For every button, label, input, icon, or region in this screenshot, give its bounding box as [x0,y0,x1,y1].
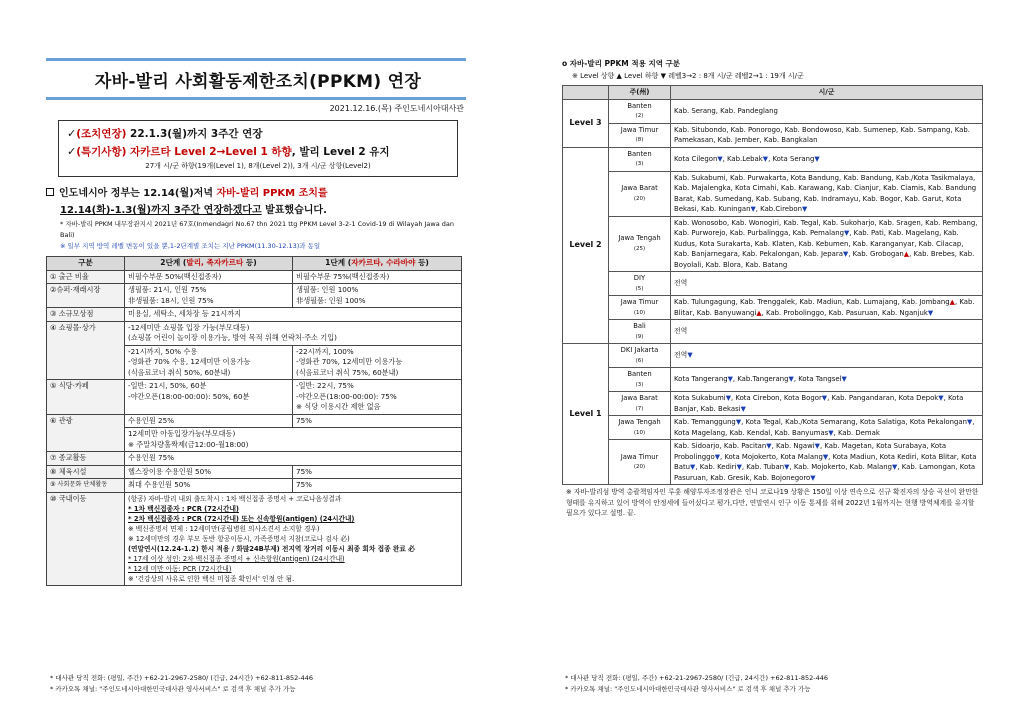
header-city: 시/군 [671,86,983,100]
province-cell: Jawa Timur (8) [609,123,671,147]
level-down-icon: ▼ [735,418,742,426]
province-cell: Jawa Timur (10) [609,296,671,320]
province-cell: Jawa Tengah (10) [609,416,671,440]
checkmark-icon: ✓ [67,127,77,140]
region-row [563,344,983,368]
table-row [47,270,462,284]
header-level2: 2단계 (발리, 족자카르타 등) [125,257,293,271]
title-rule-top [46,58,466,61]
row-category: ⑨ 사회문화 단체활동 [47,479,125,493]
level-down-icon: ▼ [762,154,769,163]
level-up-icon: ▲ [949,298,955,306]
level-down-icon: ▼ [801,205,808,213]
intro-paragraph [46,185,470,219]
row-category: ⑤ 식당·카페 [47,380,125,415]
city-list-cell: Kota Sukabumi▼, Kota Cirebon, Kota Bogor▼, Kab. Pangandaran, Kota Depok▼, Kota Banjar, Kab. Bekasi▼ [671,392,983,416]
table-row [47,414,462,428]
province-cell: Jawa Barat (20) [609,171,671,216]
row-category: ④ 쇼핑몰·상가 [47,321,125,380]
level1-cell: 생필품: 인원 100% 非생필품: 인원 100% [293,284,462,308]
both-levels-cell: -12세미만 쇼핑몰 입장 가능(부모대동) (쇼핑몰 어린이 놀이장 이용가능, 방역 목적 위해 연락처·주소 기입) [125,321,462,345]
province-cell: Jawa Tengah (25) [609,216,671,272]
footer-right: * 대사관 당직 전화: (평일, 주간) +62-21-2967-2580/ (긴급, 24시간) +62-811-852-446 * 카카오톡 채널: "주인도네시아대한민국대사관 영사서비스" 로 검색 후 채널 추가 가능 [565,674,829,693]
region-note: ※ 자바-발리섬 방역 총괄책임자인 루훗 해양투자조정장관은 인니 코로나19 상황은 150일 이상 연속으로 신규 확진자의 상승 곡선이 완만한 형태를 유지하고 있어 방역이 안정세에 들어섰다고 평가,다만, 연말연시 인구 이동 통제를 위해 2022년 1월까지는 현행 방역체계를 유지할 필요가 있다고 설명. 끝. [566,488,979,517]
row-category: ① 출근 비율 [47,270,125,284]
level2-cell: -일반: 21시, 50%, 60분 -야간오픈(18:00-00:00): 50%, 60분 [125,380,293,415]
city-list-cell: 전역 [671,272,983,296]
summary-box [58,120,458,177]
level1-cell: 75% [293,414,462,428]
level-down-icon: ▼ [927,308,934,317]
checkmark-icon: ✓ [67,145,77,158]
region-row [563,296,983,320]
region-row [563,99,983,123]
province-cell: DKI Jakarta (6) [609,344,671,368]
city-list-cell: Kota Cilegon▼, Kab.Lebak▼, Kota Serang▼ [671,147,983,171]
region-legend: ※ Level 상향 ▲ Level 하향 ▼ 레벨3→2 : 8개 시/군 레벨2→1 : 19개 시/군 [572,72,804,80]
region-row [563,392,983,416]
domestic-travel-cell: (항공) 자바-발리 내외 출도착시 : 1차 백신접종 증명서 + 코로나음성결과 * 1차 백신접종자 : PCR (72시간내) * 2차 백신접종자 : PCR (72시간내) 또는 신속항원(antigen) (24시간내) ※ 백신증명서 면제 : 12세미만(공립병원 의사소견서 소지할 경우) ※ 12세미만의 경우 부모 동반 항공이동시, 가족증명서 지참(코로나 검사 必) (연말연시(12.24-1.2) 한시 적용 / 화많24B부제) 전지역 장거리 이동시 최종 회차 접종 완료 必 * 17세 이상 성인: 2차 백신접종 증명서 + 신속항원(antigen) (24시간내) * 12세 미만 아동: PCR (72시간내) ※ '건강상의 사유로 인한 백신 미접종 확인서' 인정 안 됨. [125,492,462,585]
header-level1: 1단계 (자카르타, 수라바야 등) [293,257,462,271]
city-list-cell: Kab. Sidoarjo, Kab. Pacitan▼, Kab. Ngawi▼, Kab. Magetan, Kota Surabaya, Kota Probolinggo▼, Kota Mojokerto, Kota Malang▼, Kota Madiun, Kota Kediri, Kota Blitar, Kota Batu▼, Kab. Kediri▼, Kab. Tuban▼, Kab. Mojokerto, Kab. Malang▼, Kab. Lamongan, Kota Pasuruan, Kab. Gresik, Kab. Bojonegoro▼ [671,440,983,485]
level-up-icon: ▲ [756,308,762,317]
region-table [562,85,983,485]
row-category: ⑥ 관광 [47,414,125,452]
level-up-icon: ▲ [903,250,910,258]
table-row [47,465,462,479]
level-down-icon: ▼ [814,154,820,163]
table-row [47,284,462,308]
level2-cell: 생필품: 21시, 인원 75% 非생필품: 18시, 인원 75% [125,284,293,308]
province-cell: Bali (9) [609,320,671,344]
level2-cell: 헬스장이용 수용인원 50% [125,465,293,479]
region-row [563,440,983,485]
city-list-cell: Kab. Situbondo, Kab. Ponorogo, Kab. Bondowoso, Kab. Sumenep, Kab. Sampang, Kab. Pamekasan, Kab. Jember, Kab. Bangkalan [671,123,983,147]
level-down-icon: ▼ [842,250,849,258]
checkbox-bullet-icon [46,188,54,196]
issue-date: 2021.12.16.(목) 주인도네시아대사관 [329,104,464,113]
level-down-icon: ▼ [784,463,790,471]
header-category: 구분 [47,257,125,271]
province-cell: Jawa Barat (7) [609,392,671,416]
level-down-icon: ▼ [822,452,829,461]
table-row [47,321,462,345]
city-list-cell: Kab. Serang, Kab. Pandeglang [671,99,983,123]
region-row [563,216,983,272]
level2-cell: -21시까지, 50% 수용 -영화관 70% 수용, 12세미만 이용가능 (식음료코너 취식 50%, 60분내) [125,345,293,380]
city-list-cell: 전역▼ [671,344,983,368]
level-down-icon: ▼ [690,463,696,471]
level-label: Level 1 [563,344,609,485]
level-down-icon: ▼ [788,375,794,384]
level1-cell: 75% [293,465,462,479]
region-table-body [563,99,983,485]
level-down-icon: ▼ [810,473,816,482]
region-table-header [563,86,983,100]
intro-line-1: 인도네시아 정부는 12.14(월)저녁 자바-발리 PPKM 조치를 [46,185,470,202]
region-section-title: o 자바-발리 PPKM 적용 지역 구분 [562,59,681,68]
level-down-icon: ▼ [727,375,733,384]
city-list-cell: Kab. Wonosobo, Kab. Wonogiri, Kab. Tegal, Kab. Sukoharjo, Kab. Sragen, Kab. Rembang, Kab. Purworejo, Kab. Purbalingga, Kab. Pemalang▼, Kab. Pati, Kab. Magelang, Kab. Kudus, Kota Surakarta, Kab. Klaten, Kab. Kebumen, Kab. Karanganyar, Kab. Cilacap, Kab. Banjarnegara, Kab. Pekalongan, Kab. Jepara▼, Kab. Grobogan▲, Kab. Brebes, Kab. Boyolali, Kab. Blora, Kab. Batang [671,216,983,272]
row-category: ②슈퍼·재래시장 [47,284,125,308]
province-cell: DIY (5) [609,272,671,296]
level1-cell: 75% [293,479,462,493]
city-list-cell: Kab. Sukabumi, Kab. Purwakarta, Kota Bandung, Kab. Bandung, Kab./Kota Tasikmalaya, Kab. Majalengka, Kota Cimahi, Kab. Karawang, Kab. Cianjur, Kab. Ciamis, Kab. Bandung Barat, Kab. Sumedang, Kab. Subang, Kab. Indramayu, Kab. Bogor, Kab. Garut, Kota Bekasi, Kab. Kuningan▼, Kab.Cirebon▼ [671,171,983,216]
level-down-icon: ▼ [725,394,732,402]
level-down-icon: ▼ [717,154,723,163]
table-row [47,380,462,415]
row-category: ⑧ 체육시설 [47,465,125,479]
region-row [563,320,983,344]
region-row [563,147,983,171]
level-down-icon: ▼ [814,442,820,450]
level-down-icon: ▼ [828,428,834,437]
level-down-icon: ▼ [966,418,973,426]
both-levels-cell: 12세미만 아동입장가능(부모대동) ※ 주말차량홀짝제(금12:00-월18:00) [125,428,462,452]
level-down-icon: ▼ [740,404,746,413]
level-label: Level 3 [563,99,609,147]
title-rule-bottom [46,97,466,100]
level-down-icon: ▼ [821,394,828,402]
summary-line-2: ✓(특기사항) 자카르타 Level 2→Level 1 하향, 발리 Level 2 유지 [67,145,390,158]
right-column [562,58,982,519]
region-row [563,368,983,392]
level2-cell: 수용인원 25% [125,414,293,428]
header-province: 주(州) [609,86,671,100]
level-down-icon: ▼ [687,351,693,360]
level-down-icon: ▼ [938,394,944,402]
both-levels-cell: 수용인원 75% [125,452,462,466]
city-list-cell: Kota Tangerang▼, Kab.Tangerang▼, Kota Tangsel▼ [671,368,983,392]
footer-left: * 대사관 당직 전화: (평일, 주간) +62-21-2967-2580/ (긴급, 24시간) +62-811-852-446 * 카카오톡 채널: "주인도네시아대한민국대사관 영사서비스" 로 검색 후 채널 추가 가능 [50,674,314,693]
table-row [47,492,462,585]
intro-line-2: 12.14(화)-1.3(월)까지 3주간 연장하겠다고 발표했습니다. [60,205,327,216]
region-row [563,171,983,216]
level-down-icon: ▼ [843,229,850,237]
level-down-icon: ▼ [766,442,772,450]
province-cell: Banten (3) [609,147,671,171]
decree-note: * 자바-발리 PPKM 내무장관지시 2021년 67호(Inmendagri No.67 thn 2021 ttg PPKM Level 3-2-1 Covid-19 di Wilayah Jawa dan Bali) [60,220,455,239]
region-row [563,123,983,147]
region-row [563,272,983,296]
level-label: Level 2 [563,147,609,344]
level-down-icon: ▼ [892,463,898,471]
city-list-cell: Kab. Tulungagung, Kab. Trenggalek, Kab. Madiun, Kab. Lumajang, Kab. Jombang▲, Kab. Blitar, Kab. Banyuwangi▲, Kab. Probolinggo, Kab. Pasuruan, Kab. Nganjuk▼ [671,296,983,320]
province-cell: Banten (3) [609,368,671,392]
level1-cell: -일반: 22시, 75% -야간오픈(18:00-00:00): 75% ※ 식당 이용시간 제한 없음 [293,380,462,415]
province-cell: Jawa Timur (20) [609,440,671,485]
row-category: ③ 소규모상점 [47,308,125,322]
table-row [47,308,462,322]
table-row [47,452,462,466]
level-note: ※ 일부 지역 방역 레벨 변동이 있을 뿐,1-2단계별 조치는 지난 PPKM(11.30-12.13)과 동일 [60,242,321,250]
region-row [563,416,983,440]
both-levels-cell: 미용실, 세탁소, 세차장 등 21시까지 [125,308,462,322]
summary-line-1: ✓(조치연장) 22.1.3(월)까지 3주간 연장 [67,127,263,140]
level-down-icon: ▼ [750,205,756,213]
level1-cell: -22시까지, 100% -영화관 70%, 12세미만 이용가능 (식음료코너 취식 75%, 60분내) [293,345,462,380]
level2-cell: 최대 수용인원 50% [125,479,293,493]
measures-table [46,256,462,586]
left-column [46,58,470,586]
province-cell: Banten (2) [609,99,671,123]
level-down-icon: ▼ [736,463,742,471]
row-category: ⑦ 종교활동 [47,452,125,466]
header-level [563,86,609,100]
summary-line-3: 27개 시/군 하향(19개(Level 1), 8개(Level 2)), 3개 시/군 상향(Level2) [145,162,371,170]
page-title: 자바-발리 사회활동제한조치(PPKM) 연장 [94,72,422,92]
city-list-cell: Kab. Temanggung▼, Kota Tegal, Kab./Kota Semarang, Kota Salatiga, Kota Pekalongan▼, Kota Magelang, Kab. Kendal, Kab. Banyumas▼, Kab. Demak [671,416,983,440]
city-list-cell: 전역 [671,320,983,344]
level1-cell: 비필수부문 75%(백신접종자) [293,270,462,284]
row-category: ⑩ 국내이동 [47,492,125,585]
level-down-icon: ▼ [841,375,847,384]
level-down-icon: ▼ [714,452,720,461]
table-header-row [47,257,462,271]
level2-cell: 비필수부문 50%(백신접종자) [125,270,293,284]
table-row [47,479,462,493]
